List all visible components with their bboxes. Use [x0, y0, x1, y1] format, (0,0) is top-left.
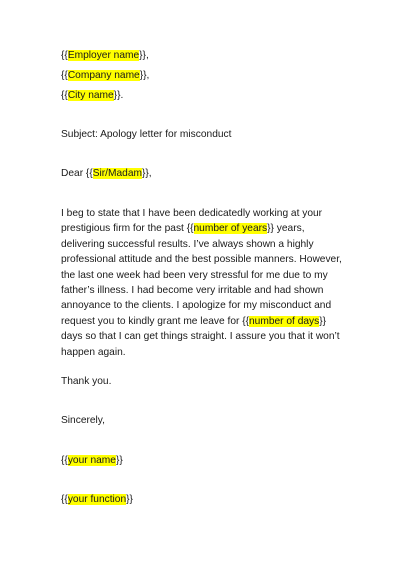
company-name-placeholder: Company name	[67, 70, 140, 81]
body-line: happen again.	[61, 346, 126, 358]
brace-open: {{	[61, 70, 68, 81]
body-line	[61, 314, 346, 329]
brace-open: {{	[61, 494, 68, 505]
body-line-prefix: prestigious firm for the past {{	[61, 223, 194, 235]
number-of-days-placeholder: number of days	[249, 315, 320, 327]
body-line-suffix: }} years,	[267, 223, 305, 235]
employer-name-placeholder: Employer name	[67, 50, 140, 61]
body-line: professional attitude and the best possible manners. However,	[61, 254, 342, 266]
salutation-placeholder: Sir/Madam	[92, 168, 142, 179]
brace-open: {{	[61, 90, 68, 101]
company-name-line	[61, 69, 149, 82]
body-line: I beg to state that I have been dedicatedly working at your	[61, 208, 323, 219]
salutation-suffix: }},	[141, 168, 152, 179]
your-name-placeholder: your name	[67, 455, 116, 466]
body-line: annoyance to the clients. I apologize for my misconduct and	[61, 300, 332, 312]
body-line: the last one week had been very stressful for me due to my	[61, 269, 328, 281]
subject-line: Subject: Apology letter for misconduct	[61, 129, 232, 140]
brace-close: }}	[126, 494, 133, 505]
brace-close: }}	[115, 455, 123, 466]
your-function-placeholder: your function	[67, 494, 127, 505]
your-function-line	[61, 493, 133, 506]
thank-you: Thank you.	[61, 376, 112, 387]
body-line: days so that I can get things straight. I assure you that it won’t	[61, 331, 340, 343]
body-paragraph	[61, 206, 346, 360]
city-name-line	[61, 89, 123, 102]
brace-close: }},	[139, 70, 150, 81]
body-line: delivering successful results. I’ve always shown a highly	[61, 238, 314, 250]
body-line-prefix: request you to kindly grant me leave for {{	[61, 315, 250, 327]
employer-name-line	[61, 49, 149, 62]
salutation-prefix: Dear {{	[61, 168, 93, 179]
body-line-suffix: }}	[319, 315, 327, 327]
number-of-years-placeholder: number of years	[193, 223, 268, 235]
brace-close: }},	[139, 50, 149, 61]
city-name-placeholder: City name	[67, 90, 114, 101]
your-name-line	[61, 454, 123, 467]
body-line: father’s illness. I had become very irritable and had shown	[61, 285, 324, 297]
brace-close: }}.	[113, 90, 124, 101]
brace-open: {{	[61, 50, 68, 61]
brace-open: {{	[61, 455, 68, 466]
salutation	[61, 167, 152, 180]
body-line	[61, 221, 346, 236]
closing: Sincerely,	[61, 415, 105, 426]
